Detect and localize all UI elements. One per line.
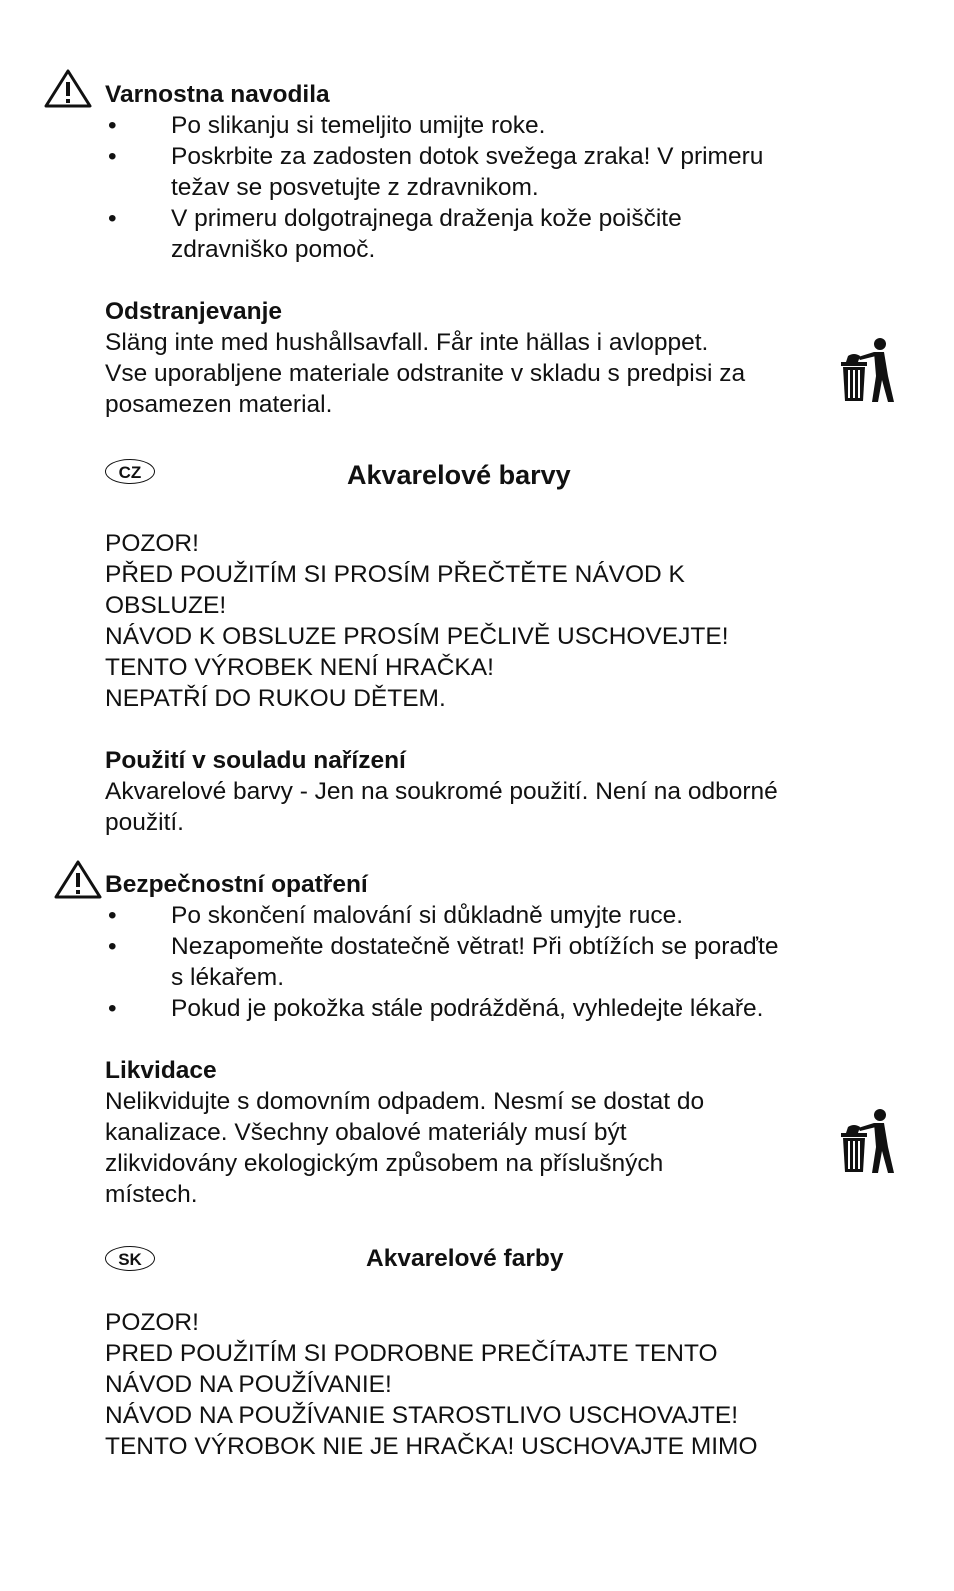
bullet: •	[108, 902, 117, 929]
cz-warning-line: OBSLUZE!	[105, 592, 227, 619]
cz-safety-heading: Bezpečnostní opatření	[105, 871, 368, 898]
slo-disposal-line: Släng inte med hushållsavfall. Får inte hällas i avloppet.	[105, 329, 709, 356]
sk-warning-line: POZOR!	[105, 1309, 199, 1336]
sk-title: Akvarelové farby	[366, 1245, 564, 1272]
bullet: •	[108, 205, 117, 232]
bullet: •	[108, 933, 117, 960]
sk-warning-line: TENTO VÝROBOK NIE JE HRAČKA! USCHOVAJTE MIMO	[105, 1433, 758, 1460]
cz-use-line: Akvarelové barvy - Jen na soukromé použití. Není na odborné	[105, 778, 778, 805]
bullet: •	[108, 995, 117, 1022]
slo-disposal-line: Vse uporabljene materiale odstranite v skladu s predpisi za	[105, 360, 746, 387]
cz-safety-item: Pokud je pokožka stále podrážděná, vyhledejte lékaře.	[171, 995, 764, 1022]
cz-safety-item: Po skončení malování si důkladně umyjte ruce.	[171, 902, 684, 929]
trash-bin-person-icon	[836, 1107, 896, 1175]
slo-safety-heading: Varnostna navodila	[105, 81, 330, 108]
language-badge-cz: CZ	[105, 459, 155, 484]
bullet: •	[108, 112, 117, 139]
warning-triangle-icon	[53, 859, 103, 899]
trash-bin-person-icon	[836, 336, 896, 404]
sk-warning-line: NÁVOD NA POUŽÍVANIE!	[105, 1371, 392, 1398]
cz-disposal-line: kanalizace. Všechny obalové materiály musí být	[105, 1119, 627, 1146]
cz-disposal-line: Nelikvidujte s domovním odpadem. Nesmí se dostat do	[105, 1088, 705, 1115]
cz-warning-line: NEPATŘÍ DO RUKOU DĚTEM.	[105, 685, 446, 712]
cz-disposal-line: zlikvidovány ekologickým způsobem na příslušných	[105, 1150, 664, 1177]
cz-title: Akvarelové barvy	[347, 460, 571, 490]
cz-safety-item: s lékařem.	[171, 964, 285, 991]
slo-safety-item: Poskrbite za zadosten dotok svežega zraka! V primeru	[171, 143, 764, 170]
cz-safety-item: Nezapomeňte dostatečně větrat! Při obtížích se poraďte	[171, 933, 779, 960]
language-badge-sk: SK	[105, 1246, 155, 1271]
warning-triangle-icon	[43, 68, 93, 108]
cz-warning-line: PŘED POUŽITÍM SI PROSÍM PŘEČTĚTE NÁVOD K	[105, 561, 685, 588]
slo-safety-item: zdravniško pomoč.	[171, 236, 376, 263]
bullet: •	[108, 143, 117, 170]
cz-disposal-line: místech.	[105, 1181, 198, 1208]
cz-use-line: použití.	[105, 809, 184, 836]
slo-disposal-heading: Odstranjevanje	[105, 298, 283, 325]
cz-warning-line: TENTO VÝROBEK NENÍ HRAČKA!	[105, 654, 494, 681]
slo-safety-item: Po slikanju si temeljito umijte roke.	[171, 112, 546, 139]
cz-use-heading: Použití v souladu nařízení	[105, 747, 406, 774]
cz-warning-line: NÁVOD K OBSLUZE PROSÍM PEČLIVĚ USCHOVEJTE!	[105, 623, 729, 650]
slo-safety-item: V primeru dolgotrajnega draženja kože poiščite	[171, 205, 682, 232]
cz-warning-line: POZOR!	[105, 530, 199, 557]
sk-warning-line: NÁVOD NA POUŽÍVANIE STAROSTLIVO USCHOVAJTE!	[105, 1402, 739, 1429]
slo-safety-item: težav se posvetujte z zdravnikom.	[171, 174, 539, 201]
slo-disposal-line: posamezen material.	[105, 391, 333, 418]
sk-warning-line: PRED POUŽITÍM SI PODROBNE PREČÍTAJTE TENTO	[105, 1340, 718, 1367]
cz-disposal-heading: Likvidace	[105, 1057, 217, 1084]
